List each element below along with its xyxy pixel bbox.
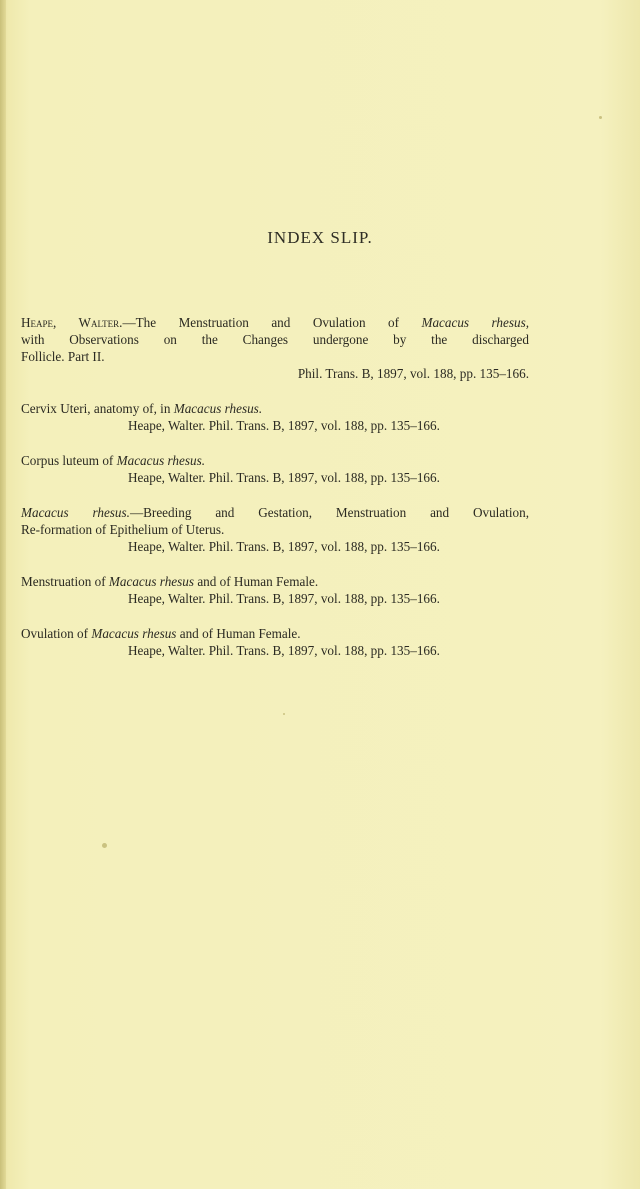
entry-species: Macacus rhesus [91,626,177,641]
entry-species: Macacus rhesus. [21,505,130,520]
entry-text-tail: and of Human Female. [179,626,301,641]
entry-line [21,314,529,331]
entry-reference: Heape, Walter. Phil. Trans. B, 1897, vol. 188, pp. 135–166. [128,418,440,433]
paper-speck [599,116,602,119]
entry-species: Macacus rhesus, [421,315,529,330]
entry-line [21,625,529,642]
paper-speck [102,843,107,848]
entry-line [21,504,529,521]
page-title: INDEX SLIP. [267,228,373,247]
entry-text: Menstruation of [21,574,106,589]
entry-text: —Breeding and Gestation, Menstruation and Ovulation, [129,505,529,520]
entry-author: Heape, Walter. [21,315,123,330]
entry-ovulation [21,625,529,659]
page-binding-edge [0,0,6,1189]
entry-line: with Observations on the Changes undergone by the discharged [21,332,529,347]
entry-text-tail: and of Human Female. [197,574,319,589]
entry-species: Macacus rhesus [108,574,195,589]
entry-reference: Heape, Walter. Phil. Trans. B, 1897, vol. 188, pp. 135–166. [128,591,440,606]
entry-reference: Heape, Walter. Phil. Trans. B, 1897, vol. 188, pp. 135–166. [128,539,440,554]
entry-macacus-rhesus [21,504,529,555]
entry-reference: Heape, Walter. Phil. Trans. B, 1897, vol. 188, pp. 135–166. [128,643,440,658]
entry-line [21,452,529,469]
entry-line [21,400,529,417]
entry-text: Corpus luteum of [21,453,114,468]
entry-reference: Phil. Trans. B, 1897, vol. 188, pp. 135–166. [297,366,529,381]
entry-cervix-uteri [21,400,529,434]
index-entries [21,314,529,677]
entry-line [21,573,529,590]
entry-text: Cervix Uteri, anatomy of, in [21,401,171,416]
entry-corpus-luteum [21,452,529,486]
entry-species: Macacus rhesus. [173,401,263,416]
entry-heape-walter [21,314,529,382]
entry-text: —The Menstruation and Ovulation of [122,315,399,330]
entry-line: Re-formation of Epithelium of Uterus. [21,522,225,537]
entry-reference: Heape, Walter. Phil. Trans. B, 1897, vol. 188, pp. 135–166. [128,470,440,485]
paper-speck [283,713,285,715]
entry-menstruation [21,573,529,607]
entry-text: Ovulation of [21,626,89,641]
entry-line: Follicle. Part II. [21,349,105,364]
entry-species: Macacus rhesus. [116,453,206,468]
